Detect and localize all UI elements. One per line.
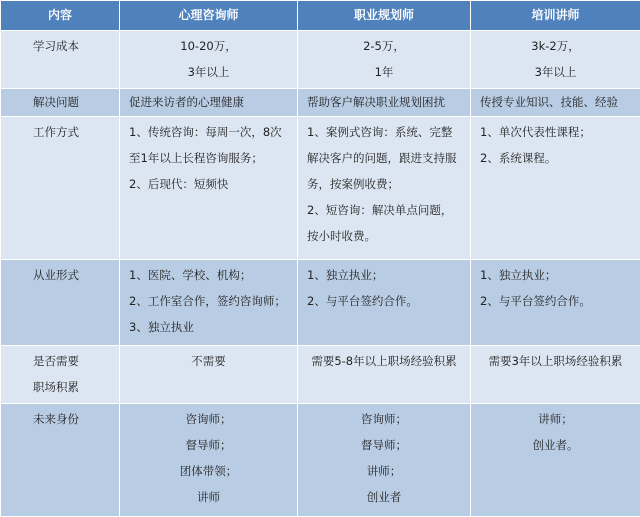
header-row <box>1 1 640 31</box>
row-label <box>1 89 120 117</box>
cell-text: 2-5万， <box>298 31 470 59</box>
row-label <box>1 346 120 404</box>
header-psychological-counselor: 心理咨询师 <box>120 1 298 31</box>
cell-text: 2、与平台签约合作。 <box>307 288 466 314</box>
row-future-identity <box>1 404 640 517</box>
cell-text: 2、后现代：短频快 <box>129 171 293 197</box>
header-training-lecturer: 培训讲师 <box>471 1 640 31</box>
cell-text: 1、案例式咨询：系统、完整 <box>307 117 466 145</box>
row-label-text: 从业形式 <box>33 260 119 288</box>
cell-text: 按小时收费。 <box>307 223 466 249</box>
cell-text: 2、与平台签约合作。 <box>480 288 636 314</box>
row-label <box>1 117 120 260</box>
cell-counselor <box>120 31 298 89</box>
cell-lecturer <box>471 89 640 117</box>
cell-text: 不需要 <box>120 346 297 374</box>
cell-text: 1、单次代表性课程； <box>480 117 636 145</box>
row-practice-form <box>1 260 640 346</box>
row-label-text: 未来身份 <box>33 404 119 432</box>
cell-text: 讲师； <box>298 458 470 484</box>
cell-text: 3年以上 <box>120 59 297 85</box>
cell-lecturer <box>471 346 640 404</box>
cell-lecturer <box>471 117 640 260</box>
row-label <box>1 31 120 89</box>
row-problem-solved <box>1 89 640 117</box>
cell-text: 1、医院、学校、机构； <box>129 260 293 288</box>
cell-text: 讲师； <box>471 404 640 432</box>
cell-counselor <box>120 404 298 517</box>
cell-counselor <box>120 346 298 404</box>
cell-counselor <box>120 117 298 260</box>
cell-text: 促进来访者的心理健康 <box>129 89 293 115</box>
cell-text: 10-20万， <box>120 31 297 59</box>
cell-planner <box>298 346 471 404</box>
cell-text: 3年以上 <box>471 59 640 85</box>
row-workplace-experience <box>1 346 640 404</box>
cell-text: 咨询师； <box>298 404 470 432</box>
cell-text: 3k-2万， <box>471 31 640 59</box>
row-label-text: 学习成本 <box>33 31 119 59</box>
cell-text: 1、独立执业； <box>307 260 466 288</box>
cell-planner <box>298 404 471 517</box>
cell-text: 1、独立执业； <box>480 260 636 288</box>
row-work-mode <box>1 117 640 260</box>
cell-text: 讲师 <box>120 484 297 510</box>
cell-counselor <box>120 260 298 346</box>
cell-lecturer <box>471 31 640 89</box>
cell-text: 2、系统课程。 <box>480 145 636 171</box>
cell-text: 督导师； <box>298 432 470 458</box>
row-label <box>1 260 120 346</box>
cell-text: 需要5-8年以上职场经验积累 <box>298 346 470 374</box>
cell-lecturer <box>471 260 640 346</box>
cell-text: 解决客户的问题，跟进支持服 <box>307 145 466 171</box>
cell-planner <box>298 31 471 89</box>
row-learning-cost <box>1 31 640 89</box>
cell-text: 传授专业知识、技能、经验 <box>480 89 636 115</box>
cell-lecturer <box>471 404 640 517</box>
cell-text: 督导师； <box>120 432 297 458</box>
cell-counselor <box>120 89 298 117</box>
cell-planner <box>298 117 471 260</box>
row-label-text: 职场积累 <box>33 374 119 400</box>
row-label-text: 工作方式 <box>33 117 119 145</box>
cell-text: 团体带领； <box>120 458 297 484</box>
cell-planner <box>298 260 471 346</box>
cell-text: 咨询师； <box>120 404 297 432</box>
cell-text: 1年 <box>298 59 470 85</box>
cell-text: 务，按案例收费； <box>307 171 466 197</box>
cell-text: 2、工作室合作，签约咨询师； <box>129 288 293 314</box>
row-label <box>1 404 120 517</box>
row-label-text: 是否需要 <box>33 346 119 374</box>
cell-text: 2、短咨询：解决单点问题， <box>307 197 466 223</box>
cell-text: 1、传统咨询：每周一次，8次 <box>129 117 293 145</box>
cell-text: 需要3年以上职场经验积累 <box>471 346 640 374</box>
header-career-planner: 职业规划师 <box>298 1 471 31</box>
cell-text: 创业者 <box>298 484 470 510</box>
cell-text: 创业者。 <box>471 432 640 458</box>
cell-text: 至1年以上长程咨询服务； <box>129 145 293 171</box>
row-label-text: 解决问题 <box>33 89 119 115</box>
cell-text: 3、独立执业 <box>129 314 293 340</box>
cell-text: 帮助客户解决职业规划困扰 <box>307 89 466 115</box>
cell-planner <box>298 89 471 117</box>
header-content: 内容 <box>1 1 120 31</box>
